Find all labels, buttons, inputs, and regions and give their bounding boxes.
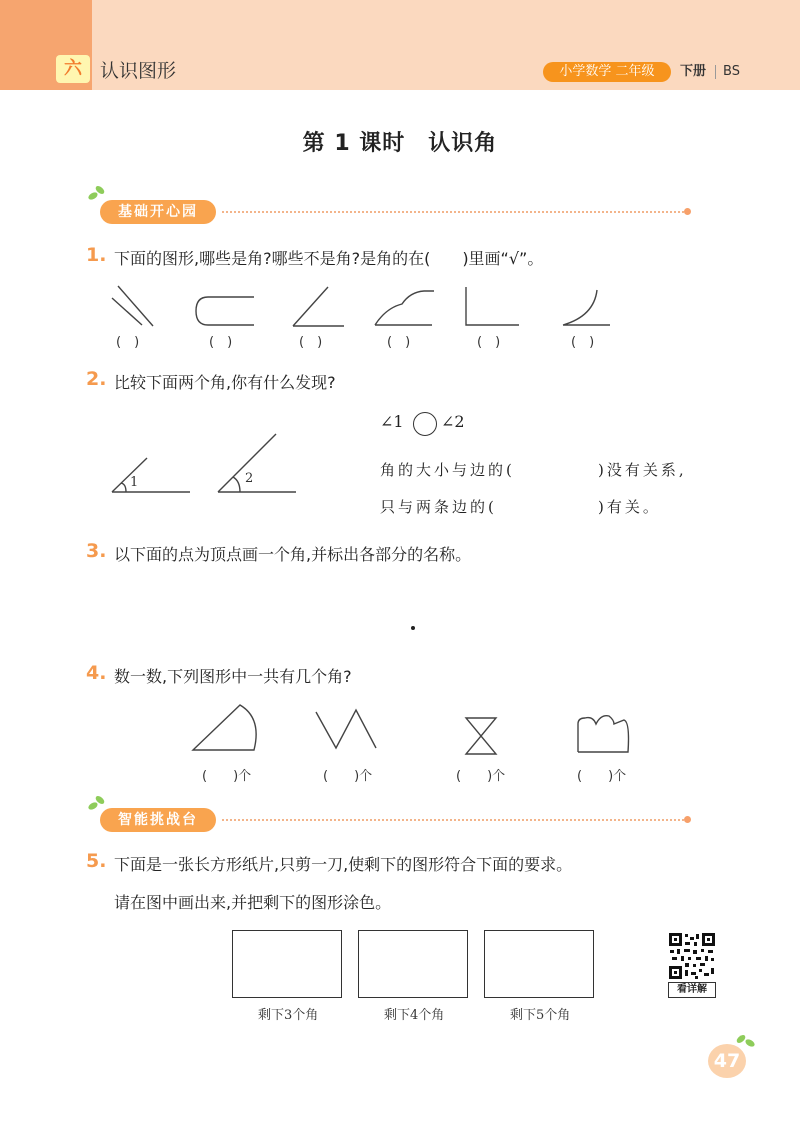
- answer-blank[interactable]: ( ): [387, 335, 411, 350]
- finding-line-2b: )有关。: [598, 498, 661, 516]
- section-challenge-pill: 智能挑战台: [100, 808, 216, 832]
- leaf-icon: [744, 1038, 756, 1048]
- figure-rounded-corner: [196, 297, 254, 325]
- question-text-2: 请在图中画出来,并把剩下的图形涂色。: [114, 893, 392, 912]
- leaf-icon: [87, 801, 99, 811]
- answer-blank[interactable]: ( )个: [202, 769, 252, 784]
- divider-end-dot: [684, 816, 691, 823]
- question-number: 3.: [86, 540, 107, 562]
- paper-rectangle-2[interactable]: [358, 930, 468, 998]
- angle-2-label: 2: [245, 471, 254, 486]
- term-label: 下册: [680, 64, 707, 79]
- figure-curve-shape: [375, 291, 434, 325]
- answer-blank[interactable]: ( )个: [577, 769, 627, 784]
- question-text: 比较下面两个角,你有什么发现?: [114, 373, 336, 392]
- qr-detail-label[interactable]: 看详解: [668, 982, 716, 998]
- figure-zigzag: [316, 710, 376, 748]
- answer-blank[interactable]: ( ): [299, 335, 323, 350]
- qr-code-icon[interactable]: [668, 932, 716, 980]
- lesson-title: 第 1 课时 认识角: [302, 131, 498, 156]
- figure-arches: [578, 716, 629, 752]
- angle-1-label: 1: [130, 475, 139, 490]
- question-text: 以下面的点为顶点画一个角,并标出各部分的名称。: [114, 545, 472, 564]
- finding-line-2a: 只与两条边的(: [380, 498, 497, 516]
- question-text: 数一数,下列图形中一共有几个角?: [114, 667, 352, 686]
- section-basic-pill: 基础开心园: [100, 200, 216, 224]
- figure-sector: [193, 705, 256, 750]
- vertex-point[interactable]: [411, 626, 415, 630]
- page-number: 47: [708, 1044, 746, 1078]
- section-divider: [222, 211, 684, 213]
- rectangle-caption: 剩下4个角: [384, 1008, 445, 1023]
- unit-badge: 六: [56, 55, 90, 83]
- figure-right-angle: [466, 287, 519, 325]
- question-number: 2.: [86, 368, 107, 390]
- unit-title: 认识图形: [100, 60, 177, 82]
- figure-hourglass: [466, 718, 496, 754]
- figure-two-lines: [112, 286, 153, 326]
- question-text: 下面是一张长方形纸片,只剪一刀,使剩下的图形符合下面的要求。: [114, 855, 573, 874]
- figure-angle: [293, 287, 344, 326]
- answer-blank[interactable]: ( )个: [456, 769, 506, 784]
- answer-blank[interactable]: ( )个: [323, 769, 373, 784]
- question-number: 4.: [86, 662, 107, 684]
- edition-label: BS: [723, 64, 740, 79]
- question-number: 5.: [86, 850, 107, 872]
- rectangle-caption: 剩下5个角: [510, 1008, 571, 1023]
- finding-line-1a: 角的大小与边的(: [380, 461, 515, 479]
- compare-right: ∠2: [441, 412, 465, 431]
- subject-pill: 小学数学 二年级: [543, 62, 671, 82]
- paper-rectangle-3[interactable]: [484, 930, 594, 998]
- angle-2: [218, 434, 296, 492]
- rectangle-caption: 剩下3个角: [258, 1008, 319, 1023]
- answer-blank[interactable]: ( ): [116, 335, 140, 350]
- q1-figures: [0, 280, 800, 330]
- answer-blank[interactable]: ( ): [571, 335, 595, 350]
- section-divider: [222, 819, 684, 821]
- figure-curved-side: [563, 290, 610, 325]
- finding-line-1b: )没有关系,: [598, 461, 687, 479]
- angle-1: [112, 458, 190, 492]
- answer-blank[interactable]: ( ): [477, 335, 501, 350]
- divider-end-dot: [684, 208, 691, 215]
- paper-rectangle-1[interactable]: [232, 930, 342, 998]
- compare-left: ∠1: [380, 412, 404, 431]
- q4-figures: [0, 700, 800, 760]
- leaf-icon: [87, 191, 99, 201]
- question-text: 下面的图形,哪些是角?哪些不是角?是角的在( )里画“√”。: [114, 249, 544, 268]
- question-number: 1.: [86, 244, 107, 266]
- answer-blank[interactable]: ( ): [209, 335, 233, 350]
- divider: [715, 65, 716, 79]
- compare-circle-blank[interactable]: [413, 412, 437, 436]
